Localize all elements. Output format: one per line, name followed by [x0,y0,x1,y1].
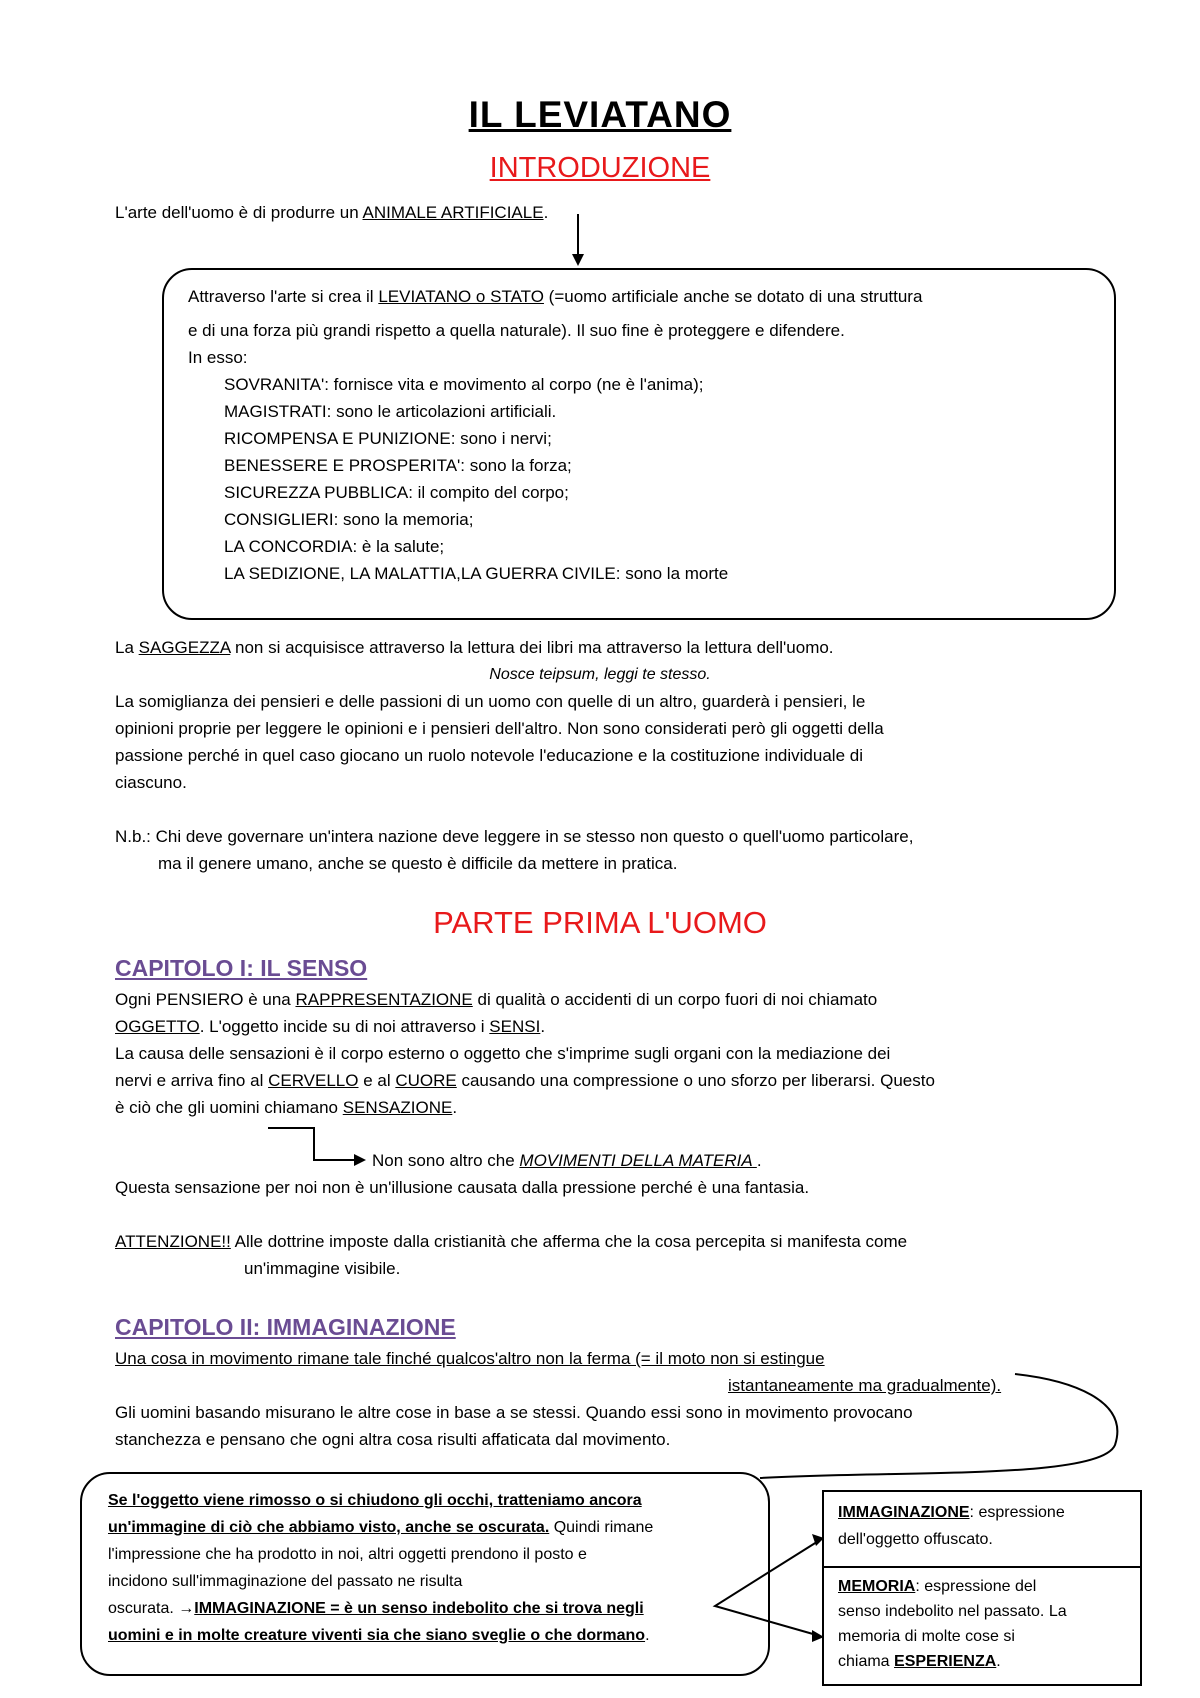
box-line: Attraverso l'arte si crea il LEVIATANO o STATO (=uomo artificiale anche se dotato di una struttura [188,287,923,306]
box-line: e di una forza più grandi rispetto a quella naturale). Il suo fine è proteggere e difendere. [188,321,845,340]
attenzione-line: ATTENZIONE!! Alle dottrine imposte dalla cristianità che afferma che la cosa percepita si manifesta come [115,1232,908,1251]
box-list-item: SOVRANITA': fornisce vita e movimento al corpo (ne è l'anima); [224,375,704,394]
section-heading-introduzione: INTRODUZIONE [489,152,711,184]
box2-line: un'immagine di ciò che abbiamo visto, anche se oscurata. Quindi rimane [108,1519,654,1536]
cap2-line: Una cosa in movimento rimane tale finché qualcos'altro non la ferma (= il moto non si estingue [115,1349,825,1368]
box-line: In esso: [188,348,248,367]
parte-prima-heading: PARTE PRIMA L'UOMO [433,905,767,940]
saggezza-line: La SAGGEZZA non si acquisisce attraverso la lettura dei libri ma attraverso la lettura dell'uomo. [115,638,834,657]
definition-line: IMMAGINAZIONE: espressione [838,1504,1065,1521]
chapter-heading-2: CAPITOLO II: IMMAGINAZIONE [115,1314,456,1340]
definition-line: memoria di molte cose si [838,1628,1015,1645]
document-title: IL LEVIATANO [468,94,732,135]
paragraph-line: passione perché in quel caso giocano un ruolo notevole l'educazione e la costituzione individuale di [115,746,863,765]
paragraph-line: ciascuno. [115,773,187,792]
box2-line: incidono sull'immaginazione del passato ne risulta [108,1573,463,1590]
definition-line: chiama ESPERIENZA. [838,1653,1001,1670]
cap1-line: Ogni PENSIERO è una RAPPRESENTAZIONE di qualità o accidenti di un corpo fuori di noi chiamato [115,990,878,1009]
definition-line: MEMORIA: espressione del [838,1578,1037,1595]
cap2-line: Gli uomini basando misurano le altre cose in base a se stessi. Quando essi sono in movimento provocano [115,1403,913,1422]
cap2-line: istantaneamente ma gradualmente). [728,1376,1002,1395]
chapter-heading-1: CAPITOLO I: IL SENSO [115,955,368,981]
cap1-line: La causa delle sensazioni è il corpo esterno o oggetto che s'imprime sugli organi con la mediazione dei [115,1044,891,1063]
intro-line: L'arte dell'uomo è di produrre un ANIMALE ARTIFICIALE. [115,203,549,222]
box-list-item: BENESSERE E PROSPERITA': sono la forza; [224,456,572,475]
movimenti-line: Non sono altro che MOVIMENTI DELLA MATERIA . [372,1151,762,1170]
nb-line: ma il genere umano, anche se questo è difficile da mettere in pratica. [158,854,678,873]
definition-line: senso indebolito nel passato. La [838,1603,1067,1620]
box-list-item: LA CONCORDIA: è la salute; [224,537,445,556]
box-list-item: CONSIGLIERI: sono la memoria; [224,510,474,529]
box2-line: l'impressione che ha prodotto in noi, altri oggetti prendono il posto e [108,1546,587,1563]
box2-line: oscurata. →IMMAGINAZIONE = è un senso indebolito che si trova negli [108,1600,644,1617]
cap2-line: stanchezza e pensano che ogni altra cosa risulti affaticata dal movimento. [115,1430,671,1449]
cap1-line: è ciò che gli uomini chiamano SENSAZIONE. [115,1098,458,1117]
motto: Nosce teipsum, leggi te stesso. [489,666,711,683]
attenzione-line: un'immagine visibile. [244,1259,401,1278]
box-list-item: LA SEDIZIONE, LA MALATTIA,LA GUERRA CIVILE: sono la morte [224,564,729,583]
box2-line: Se l'oggetto viene rimosso o si chiudono gli occhi, tratteniamo ancora [108,1492,642,1509]
cap1-line: Questa sensazione per noi non è un'illusione causata dalla pressione perché è una fantasia. [115,1178,810,1197]
nb-line: N.b.: Chi deve governare un'intera nazione deve leggere in se stesso non questo o quell'uomo particolare, [115,827,914,846]
box2-line: uomini e in molte creature viventi sia che siano sveglie o che dormano. [108,1627,650,1644]
box-list-item: SICUREZZA PUBBLICA: il compito del corpo; [224,483,569,502]
paragraph-line: La somiglianza dei pensieri e delle passioni di un uomo con quelle di un altro, guarderà i pensieri, le [115,692,866,711]
box-list-item: MAGISTRATI: sono le articolazioni artificiali. [224,402,557,421]
definition-line: dell'oggetto offuscato. [838,1531,993,1548]
cap1-line: nervi e arriva fino al CERVELLO e al CUORE causando una compressione o uno sforzo per liberarsi. Questo [115,1071,935,1090]
cap1-line: OGGETTO. L'oggetto incide su di noi attraverso i SENSI. [115,1017,546,1036]
paragraph-line: opinioni proprie per leggere le opinioni e i pensieri dell'altro. Non sono considerati però gli oggetti della [115,719,884,738]
box-list-item: RICOMPENSA E PUNIZIONE: sono i nervi; [224,429,552,448]
